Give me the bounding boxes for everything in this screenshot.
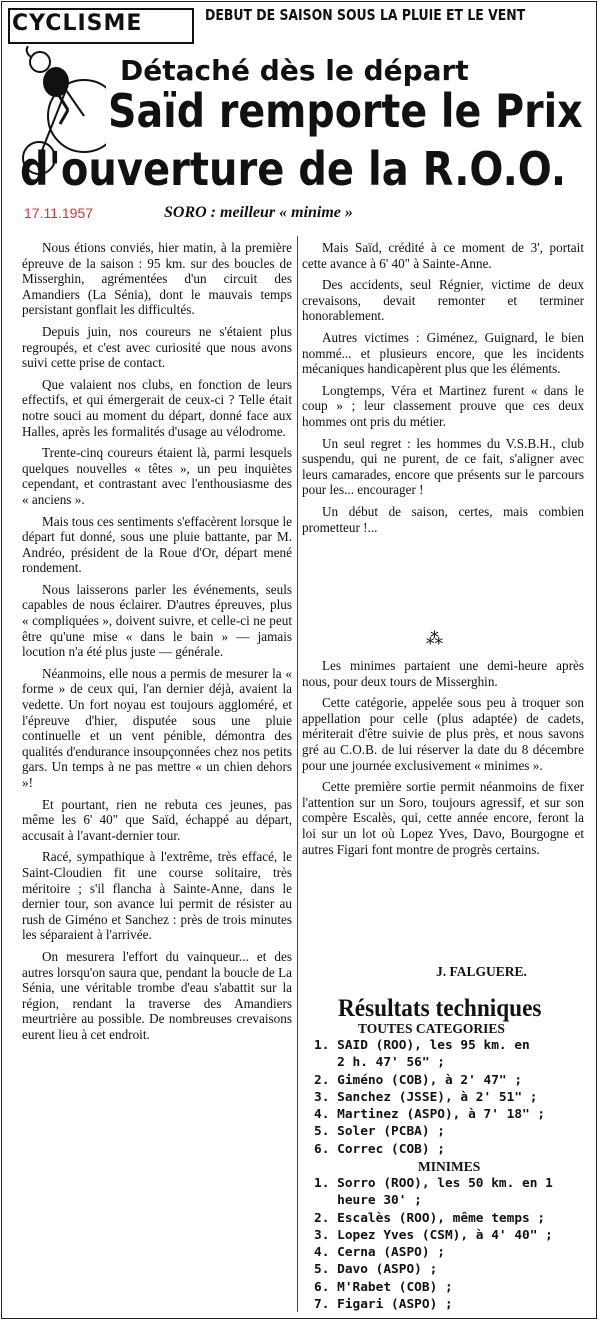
result-row: 4. Martinez (ASPO), à 7' 18" ; [314,1107,546,1123]
paragraph: Depuis juin, nos coureurs ne s'étaient plus regroupés, et c'est avec curiosité que nous avons suivi cette prise de contact. [22,323,292,371]
result-row: 1. Sorro (ROO), les 50 km. en 1 [314,1176,553,1191]
publication-date: 17.11.1957 [24,205,94,221]
headline-kicker: Détaché dès le départ [120,54,469,87]
paragraph: Les minimes partaient une demi-heure après nous, pour deux tours de Misserghin. [302,658,584,689]
result-row: 2 h. 47' 56" ; [314,1055,445,1071]
results-list-minimes [314,1175,553,1313]
paragraph: Nous étions conviés, hier matin, à la première épreuve de la saison : 95 km. sur des boucles de Misserghin, agrémentées d'un circuit des Amandiers (La Sénia), dont le mauvais temps persistant gonflait les difficultés. [22,240,292,318]
paragraph: Que valaient nos clubs, en fonction de leurs effectifs, et qui émergerait de ceux-ci ? Telle était notre souci au moment du départ, donné face aux Halles, après les formalités d'usage au vélodrome. [22,376,292,439]
paragraph: Trente-cinq coureurs étaient là, parmi lesquels quelques nouvelles « têtes », un peu inquiètes cependant, et contrastant avec l'enthousiasme des « anciens ». [22,445,292,507]
paragraph: Racé, sympathique à l'extrême, très effacé, le Saint-Cloudien fit une course solitaire, très méritoire ; s'il flancha à Sainte-Anne, dans le dernier tour, son avance lui permit de résister au rush de Giméno et Sanchez : près de trois minutes les séparaient à l'arrivée. [22,849,292,943]
paragraph: Longtemps, Véra et Martinez furent « dans le coup » ; leur classement prouve que ces deux hommes ont pris du métier. [302,382,584,429]
result-row: 4. Cerna (ASPO) ; [314,1245,445,1261]
paragraph: Mais Saïd, crédité à ce moment de 3', portait cette avance à 6' 40" à Sainte-Anne. [302,240,584,271]
author-signature: J. FALGUERE. [436,964,527,979]
column-divider [297,236,298,1312]
headline-title-line2: d'ouverture de la R.O.O. [20,142,567,196]
result-row: 6. Correc (COB) ; [314,1141,445,1157]
results-list-all [314,1037,545,1158]
article-column-right [302,240,584,541]
subtitle: SORO : meilleur « minime » [164,204,353,221]
paragraph: Nous laisserons parler les événements, seuls capables de nous éclairer. D'autres épreuves, plus « compliquées », doivent suivre, et celle-ci ne peut être qu'une mise « dans le bain » — jamais locution n'a été plus juste — générale. [22,581,292,660]
results-category-all: TOUTES CATEGORIES [358,1021,505,1036]
paragraph: On mesurera l'effort du vainqueur... et des autres lorsqu'on saura que, pendant la boucle de La Sénia, une véritable trombe d'eau s'abattit sur la région, rendant la traverse des Amandiers meurtrière au possible. De nombreuses crevaisons eurent lieu à cet endroit. [22,948,292,1042]
paragraph: Cette catégorie, appelée sous peu à troquer son appellation pour celle (plus adaptée) de cadets, mériterait d'être suivie de plus près, et nous savons gré au C.O.B. de lui réserver la date du 8 décembre pour une journée exclusivement « minimes ». [302,695,584,773]
article-column-left [22,240,292,1049]
paragraph: Un seul regret : les hommes du V.S.B.H., club suspendu, qui ne purent, de ce fait, s'aligner avec leurs camarades, encore que présents sur le parcours pour les... encourager ! [302,435,584,498]
result-row: 6. M'Rabet (COB) ; [314,1279,453,1295]
result-row: 2. Giméno (COB), à 2' 47" ; [314,1072,523,1088]
results-title: Résultats techniques [338,995,542,1022]
result-row: 1. SAID (ROO), les 95 km. en [314,1038,530,1053]
headline-top: DEBUT DE SAISON SOUS LA PLUIE ET LE VENT [205,6,526,24]
paragraph: Des accidents, seul Régnier, victime de deux crevaisons, devait remonter et terminer honorablement. [302,277,584,324]
results-category-minimes: MINIMES [418,1159,481,1174]
result-row: 3. Sanchez (JSSE), à 2' 51" ; [314,1089,538,1105]
result-row: 5. Davo (ASPO) ; [314,1262,438,1278]
section-label: CYCLISME [12,11,143,36]
paragraph: Cette première sortie permit néanmoins de fixer l'attention sur un Soro, toujours agressif, et sur son compère Escalès, qui, cette année encore, feront la loi sur un lot où Lopez Yves, Davo, Bourgogne et autres Figari font montre de progrès certains. [302,779,584,857]
result-row: 2. Escalès (ROO), même temps ; [314,1210,546,1226]
section-ornament: ⁂ [426,629,443,649]
paragraph: Un début de saison, certes, mais combien prometteur !... [302,503,584,535]
headline-title-line1: Saïd remporte le Prix [108,84,583,138]
result-row: heure 30' ; [314,1193,422,1209]
article-column-right-minimes [302,658,584,863]
result-row: 7. Figari (ASPO) ; [314,1297,453,1313]
paragraph: Néanmoins, elle nous a permis de mesurer la « forme » de ceux qui, l'an dernier déjà, avaient la vedette. Un fort noyau est toujours aggloméré, et l'épreuve d'hier, disputée sous une pluie continuelle et un vent pénible, démontra des qualités d'endurance insoupçonnées chez nos petits gars. Un temps à ne pas mettre « un chien dehors »! [22,665,292,790]
result-row: 3. Lopez Yves (CSM), à 4' 40" ; [314,1227,553,1243]
paragraph: Autres victimes : Giménez, Guignard, le bien nommé... et plusieurs encore, que les incidents mécaniques handicapèrent plus que les éléments. [302,329,584,377]
paragraph: Et pourtant, rien ne rebuta ces jeunes, pas même les 6' 40" que Saïd, échappé au départ, accusait à l'avant-dernier tour. [22,796,292,843]
paragraph: Mais tous ces sentiments s'effacèrent lorsque le départ fut donné, sous une pluie battante, par M. Andréo, président de la Roue d'Or, départ mené rondement. [22,513,292,576]
result-row: 5. Soler (PCBA) ; [314,1124,445,1140]
